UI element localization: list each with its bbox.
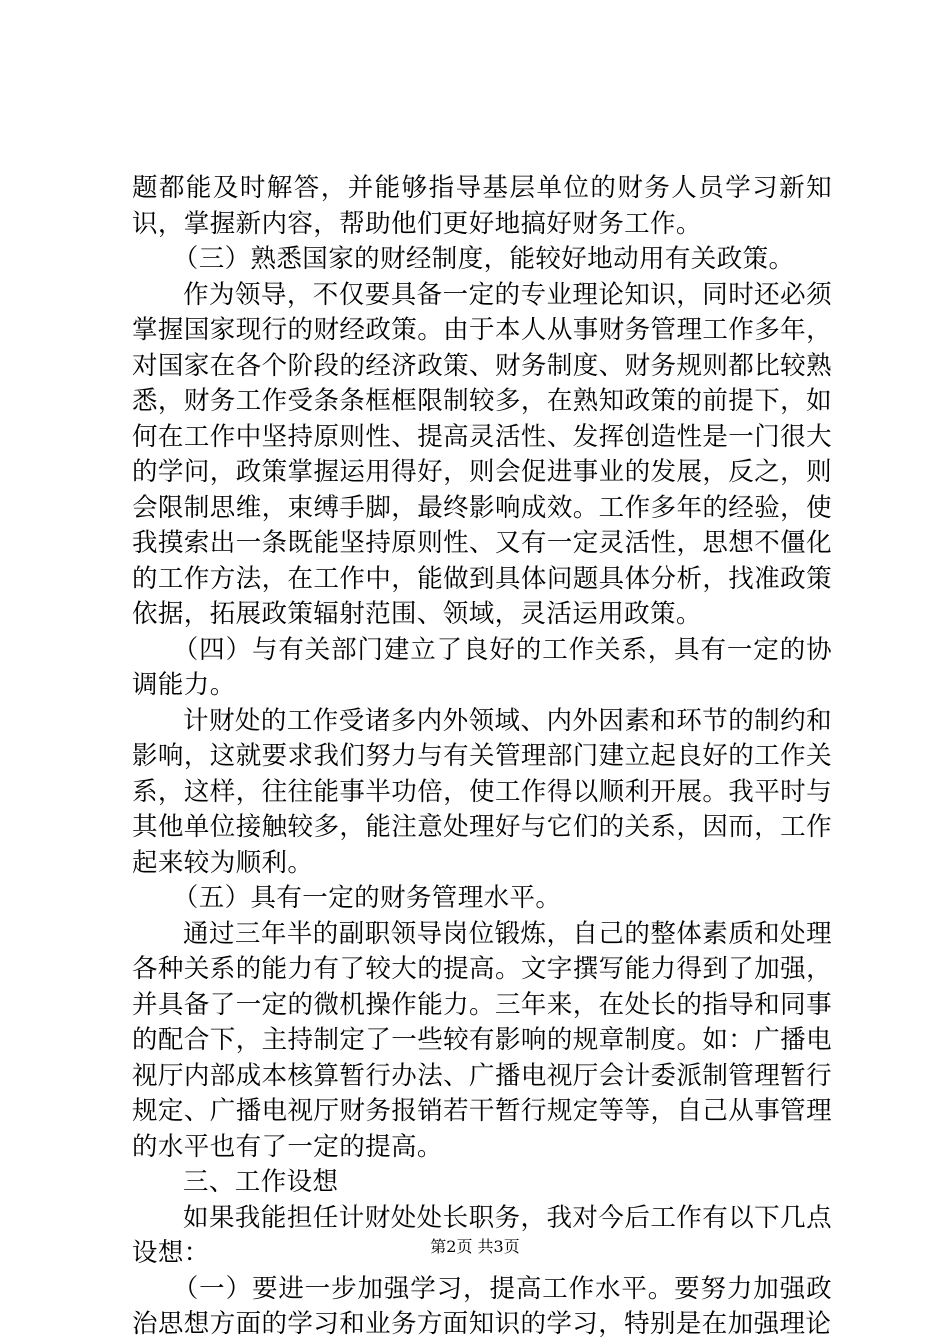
section-heading-5: （五）具有一定的财务管理水平。	[172, 883, 562, 913]
paragraph-management: 通过三年半的副职领导岗位锻炼，自己的整体素质和处理各种关系的能力有了较大的提高。文字撰写能力得到了加强，并具备了一定的微机操作能力。三年来，在处长的指导和同事的配合下，主持制定了一些较有影响的规章制度。如：广播电视厅内部成本核算暂行办法、广播电视厅会计委派制管理暂行规定、广播电视厅财务报销若干暂行规定等等，自己从事管理的水平也有了一定的提高。	[132, 918, 832, 1162]
page-footer: 第2页 共3页	[430, 1237, 520, 1256]
paragraph-continuation: 题都能及时解答，并能够指导基层单位的财务人员学习新知识，掌握新内容，帮助他们更好地搞好财务工作。	[132, 173, 832, 239]
section-heading-plan-1: （一）要进一步加强学习，提高工作水平。要努力加强政治思想方面的学习和业务方面知识的学习，特别是在加强理论	[132, 1273, 832, 1339]
paragraph-relations: 计财处的工作受诸多内外领域、内外因素和环节的制约和影响，这就要求我们努力与有关管理部门建立起良好的工作关系，这样，往往能事半功倍，使工作得以顺利开展。我平时与其他单位接触较多，能注意处理好与它们的关系，因而，工作起来较为顺利。	[132, 705, 832, 878]
paragraph-policy: 作为领导，不仅要具备一定的专业理论知识，同时还必须掌握国家现行的财经政策。由于本人从事财务管理工作多年，对国家在各个阶段的经济政策、财务制度、财务规则都比较熟悉，财务工作受条条框框限制较多，在熟知政策的前提下，如何在工作中坚持原则性、提高灵活性、发挥创造性是一门很大的学问，政策掌握运用得好，则会促进事业的发展，反之，则会限制思维，束缚手脚，最终影响成效。工作多年的经验，使我摸索出一条既能坚持原则性、又有一定灵活性，思想不僵化的工作方法，在工作中，能做到具体问题具体分析，找准政策依据，拓展政策辐射范围、领域，灵活运用政策。	[132, 279, 832, 629]
section-heading-4: （四）与有关部门建立了良好的工作关系，具有一定的协调能力。	[132, 634, 832, 700]
chapter-heading-3: 三、工作设想	[183, 1167, 339, 1197]
paragraph-plan-intro: 如果我能担任计财处处长职务，我对今后工作有以下几点设想：	[132, 1202, 832, 1268]
section-heading-3: （三）熟悉国家的财经制度，能较好地动用有关政策。	[172, 244, 795, 274]
document-body	[132, 171, 832, 1343]
